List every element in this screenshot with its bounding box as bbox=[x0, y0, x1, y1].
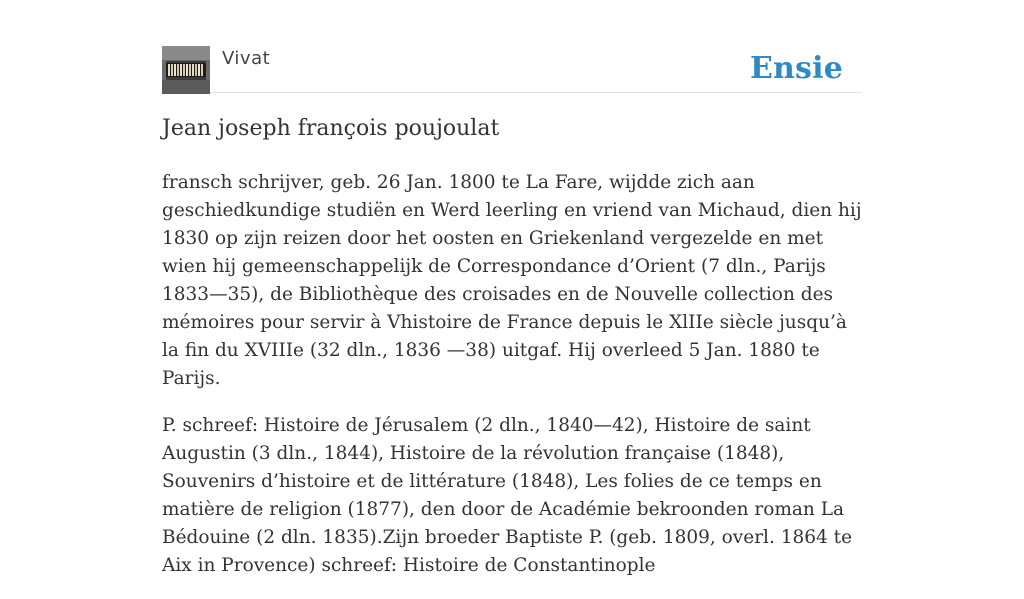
bookshelf-avatar-icon[interactable] bbox=[162, 46, 210, 94]
author-link[interactable]: Vivat bbox=[222, 48, 271, 69]
site-header bbox=[162, 46, 862, 93]
article-body bbox=[162, 169, 866, 599]
brand-logo[interactable]: Ensie bbox=[749, 51, 843, 86]
article-paragraph: fransch schrijver, geb. 26 Jan. 1800 te La Fare, wijdde zich aan geschiedkundige studiën en Werd leerling en vriend van Michaud, dien hij 1830 op zijn reizen door het oosten en Griekenland vergezelde en met wien hij gemeenschappelijk de Correspondance d’Orient (7 dln., Parijs 1833—35), de Bibliothèque des croisades en de Nouvelle collection des mémoires pour servir à Vhistoire de France depuis le XlIIe siècle jusqu’à la fin du XVIIIe (32 dln., 1836 —38) uitgaf. Hij overleed 5 Jan. 1880 te Parijs. bbox=[162, 172, 862, 389]
article-title: Jean joseph françois poujoulat bbox=[162, 116, 500, 141]
article-paragraph: P. schreef: Histoire de Jérusalem (2 dln., 1840—42), Histoire de saint Augustin (3 dln., 1844), Histoire de la révolution française (1848), Souvenirs d’histoire et de littérature (1848), Les folies de ce temps en matière de religion (1877), den door de Académie bekroonden roman La Bédouine (2 dln. 1835).Zijn broeder Baptiste P. (geb. 1809, overl. 1864 te Aix in Provence) schreef: Histoire de Constantinople bbox=[162, 415, 853, 576]
